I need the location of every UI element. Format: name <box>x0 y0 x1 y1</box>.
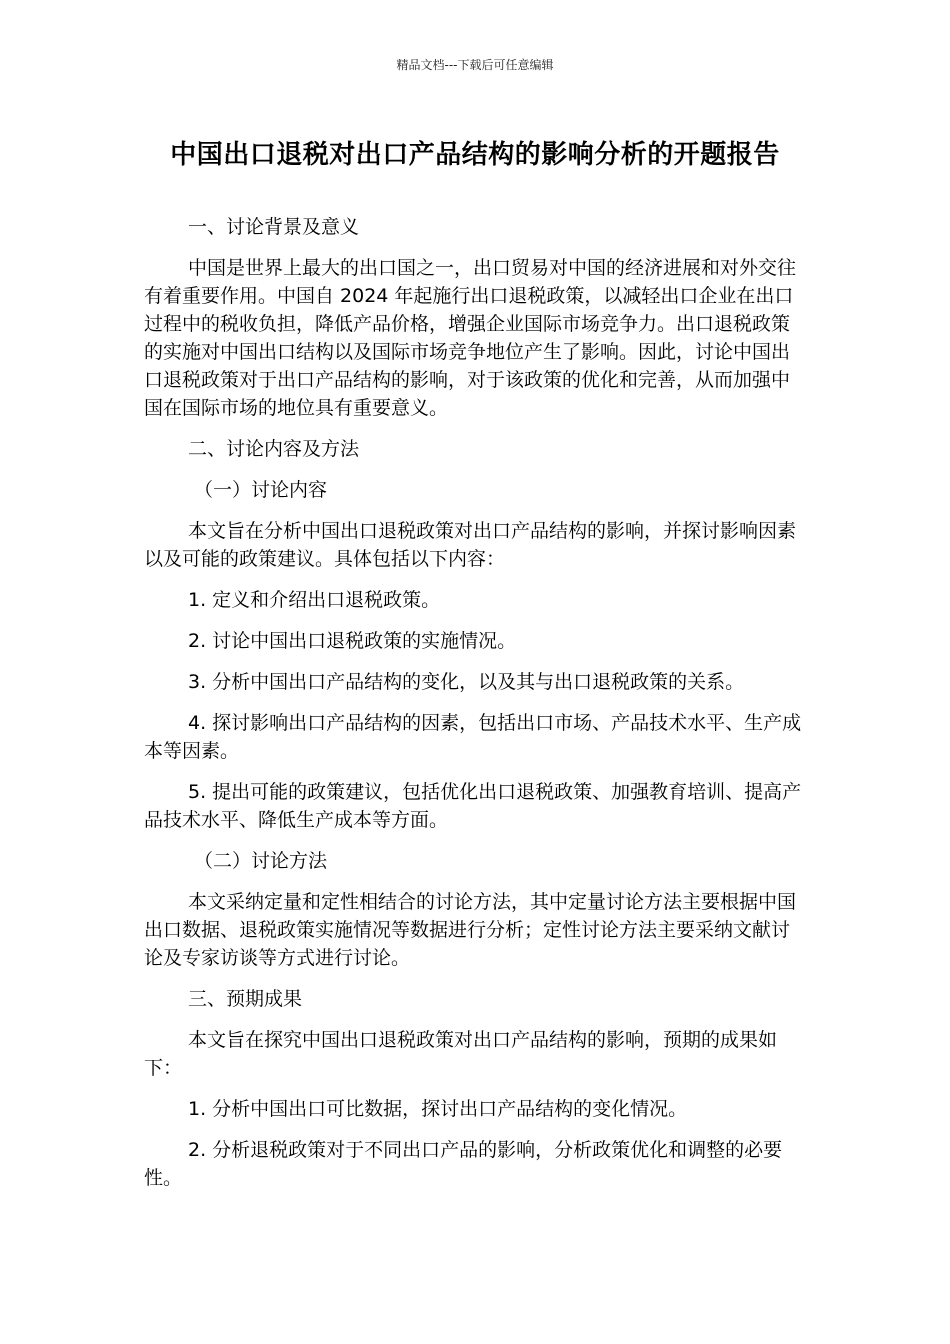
subheading-content: （一）讨论内容 <box>194 479 328 501</box>
list-item: 4. 探讨影响出口产品结构的因素，包括出口市场、产品技术水平、生产成本等因素。 <box>144 712 802 762</box>
paragraph-background: 中国是世界上最大的出口国之一，出口贸易对中国的经济进展和对外交往有着重要作用。中国自 2024 年起施行出口退税政策，以减轻出口企业在出口过程中的税收负担，降低产品价格，增强企业国际市场竞争力。出口退税政策的实施对中国出口结构以及国际市场竞争地位产生了影响。因此，讨论中国出口退税政策对于出口产品结构的影响，对于该政策的优化和完善，从而加强中国在国际市场的地位具有重要意义。 <box>144 257 797 419</box>
list-item: 1. 分析中国出口可比数据，探讨出口产品结构的变化情况。 <box>188 1098 688 1120</box>
section-heading-content-method: 二、讨论内容及方法 <box>188 438 360 460</box>
list-item: 2. 讨论中国出口退税政策的实施情况。 <box>188 630 517 652</box>
list-item: 1. 定义和介绍出口退税政策。 <box>188 589 441 611</box>
list-item: 3. 分析中国出口产品结构的变化，以及其与出口退税政策的关系。 <box>188 671 745 693</box>
list-item: 5. 提出可能的政策建议，包括优化出口退税政策、加强教育培训、提高产品技术水平、降低生产成本等方面。 <box>144 781 802 831</box>
paragraph-content-intro: 本文旨在分析中国出口退税政策对出口产品结构的影响，并探讨影响因素以及可能的政策建议。具体包括以下内容： <box>144 520 797 570</box>
header-note: 精品文档---下载后可任意编辑 <box>396 58 554 72</box>
list-item: 2. 分析退税政策对于不同出口产品的影响，分析政策优化和调整的必要性。 <box>144 1139 783 1189</box>
subheading-method: （二）讨论方法 <box>194 850 328 872</box>
document-body <box>144 213 808 1205</box>
document-title: 中国出口退税对出口产品结构的影响分析的开题报告 <box>170 140 780 170</box>
paragraph-method: 本文采纳定量和定性相结合的讨论方法，其中定量讨论方法主要根据中国出口数据、退税政策实施情况等数据进行分析；定性讨论方法主要采纳文献讨论及专家访谈等方式进行讨论。 <box>144 891 797 969</box>
section-heading-background: 一、讨论背景及意义 <box>188 216 360 238</box>
section-heading-expected-results: 三、预期成果 <box>188 988 303 1010</box>
paragraph-expected-intro: 本文旨在探究中国出口退税政策对出口产品结构的影响，预期的成果如下： <box>144 1029 778 1079</box>
